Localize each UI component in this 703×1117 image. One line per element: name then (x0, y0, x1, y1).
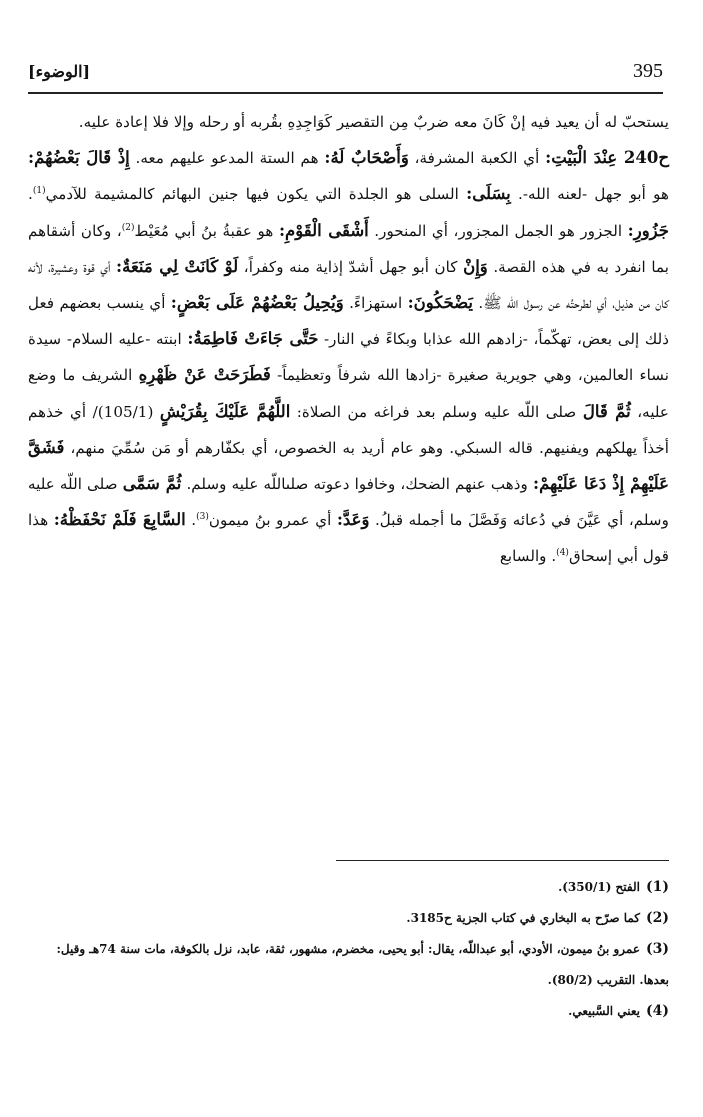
footnotes (28, 872, 669, 1027)
footnote-text: عمرو بنُ ميمون، الأودي، أبو عبداللّه، يقال: أبو يحيى، مخضرم، مشهور، ثقة، عابد، نزل بالكوفة، مات سنة 74هـ وقيل: بعدها. التقريب (80/2). (56, 942, 669, 987)
commentary-text: صلى اللّه عليه وسلم، أي عَيَّنَ في دُعائه وَفَصَّلَ ما أجمله قبلُ. (28, 475, 669, 530)
commentary-text: وذهب عنهم الضحك، وخافوا دعوته صلىاللّه عليه وسلم. (181, 475, 533, 494)
commentary-text: أي عمرو بنُ ميمون (208, 511, 337, 530)
commentary-text: صلى اللّه عليه وسلم بعد فراغه من الصلاة: (290, 402, 583, 421)
commentary-text: هذا قول أبي إسحاق (28, 511, 669, 566)
hadith-keyword: أَشْقَى الْقَوْمِ: (278, 220, 369, 240)
hadith-keyword: السَّابِعَ فَلَمْ نَحْفَظْهُ: (53, 510, 186, 530)
commentary-text: يستحبّ له أن يعيد فيه إنْ كَانَ معه ضربٌ مِن التقصير كَوَاجِدِهِ بقُربه أو رحله وإلا فلا إعادة عليه. (78, 113, 669, 131)
commentary-text: . والسابع (499, 547, 557, 566)
commentary-text: الشريف ما وضع عليه، (28, 366, 669, 421)
hadith-keyword: فَطَرَحَتْ عَنْ ظَهْرِهِ (138, 365, 271, 385)
footnote-ref: (1) (32, 186, 46, 197)
body-text (28, 104, 669, 575)
hadith-keyword: لَوْ كَانَتْ لِي مَنَعَةٌ: (116, 256, 239, 276)
hadith-keyword: ثُمَّ قَالَ (582, 401, 631, 421)
footnote (28, 934, 669, 996)
header-rule (28, 92, 663, 94)
hadith-keyword: وَيُحِيلُ بَعْضُهُمْ عَلَى بَعْضٍ: (170, 293, 344, 313)
page-header (28, 54, 663, 88)
body-paragraph (28, 140, 669, 574)
hadith-keyword: فَشَقَّ عَلَيْهِمْ إِذْ دَعَا عَلَيْهِمْ: (28, 437, 669, 494)
body-paragraph (28, 104, 669, 140)
footnote-text: كما صرّح به البخاري في كتاب الجزية ح3185. (406, 911, 640, 925)
footnote (28, 996, 669, 1027)
commentary-text: . (28, 185, 33, 204)
footnote-number: (1) (646, 879, 669, 895)
footnote-ref: (3) (196, 512, 209, 523)
commentary-text: هو عقبةُ بنُ أبي مُعَيْط (134, 221, 279, 240)
hadith-keyword: ح240 عِنْدَ الْبَيْتِ: (545, 148, 669, 168)
footnote-number: (4) (646, 1003, 669, 1019)
hadith-keyword: وَأَصْحَابٌ لَهُ: (324, 148, 409, 168)
hadith-keyword: إِذْ قَالَ بَعْضُهُمْ: (28, 148, 130, 168)
commentary-text: ابنته -عليه السلام- سيدة نساء العالمين، وهي جويرية صغيرة -زادها الله شرفاً وتعظيماً- (28, 330, 669, 385)
commentary-text: أي ينسب بعضهم فعل ذلك إلى بعض، تهكّماً، -زادهم الله عذابا وبكاءً في النار- (28, 294, 670, 349)
commentary-text: أي قوة وعشيرة، لأنه كان من هذيل، أي لطرحتُه عن رسول الله ﷺ. (28, 257, 669, 313)
footnote-number: (2) (646, 910, 669, 926)
hadith-keyword: جَزُورِ: (627, 220, 669, 240)
commentary-text: كان أبو جهل أشدّ إذاية منه وكفراً، (238, 257, 464, 276)
commentary-text: استهزاءً. (343, 294, 408, 313)
hadith-keyword: اللَّهُمَّ عَلَيْكَ بِقُرَيْشٍ (159, 401, 291, 421)
hadith-keyword: وَإِنْ (463, 256, 488, 276)
footnote-separator (336, 860, 669, 861)
footnote-ref: (2) (121, 222, 135, 233)
commentary-text: ، وكان أشقاهم بما انفرد به في هذه القصة. (28, 221, 669, 276)
commentary-text: هو أبو جهل -لعنه الله-. (510, 185, 669, 204)
hadith-keyword: ثُمَّ سَمَّى (122, 474, 182, 494)
footnote-text: يعني السَّبيعي. (568, 1004, 640, 1018)
hadith-keyword: يَضْحَكُونَ: (407, 293, 473, 313)
commentary-text: (105/1)/ أي خذهم أخذاً يهلكهم ويفنيهم. قاله السبكي. وهو عام أريد به الخصوص، أي بكفّارهم أو مَن سُمِّيَ منهم، (28, 402, 669, 457)
footnote (28, 872, 669, 903)
hadith-keyword: بِسَلَى: (466, 184, 511, 204)
footnote-ref: (4) (556, 548, 569, 559)
commentary-text: . (185, 511, 197, 530)
hadith-keyword: وَعَدَّ: (336, 510, 370, 530)
footnote-number: (3) (646, 941, 669, 957)
footnote-text: الفتح (350/1). (558, 880, 640, 894)
commentary-text: السلى هو الجلدة التي يكون فيها جنين البهائم كالمشيمة للآدمي (45, 185, 467, 204)
hadith-keyword: حَتَّى جَاءَتْ فَاطِمَةُ: (187, 329, 319, 349)
footnote (28, 903, 669, 934)
commentary-text: الجزور هو الجمل المجزور، أي المنحور. (368, 221, 628, 240)
page-number: 395 (633, 59, 663, 82)
commentary-text: هم الستة المدعو عليهم معه. (129, 149, 325, 168)
chapter-title: [الوضوء] (28, 61, 91, 81)
commentary-text: أي الكعبة المشرفة، (408, 149, 546, 168)
